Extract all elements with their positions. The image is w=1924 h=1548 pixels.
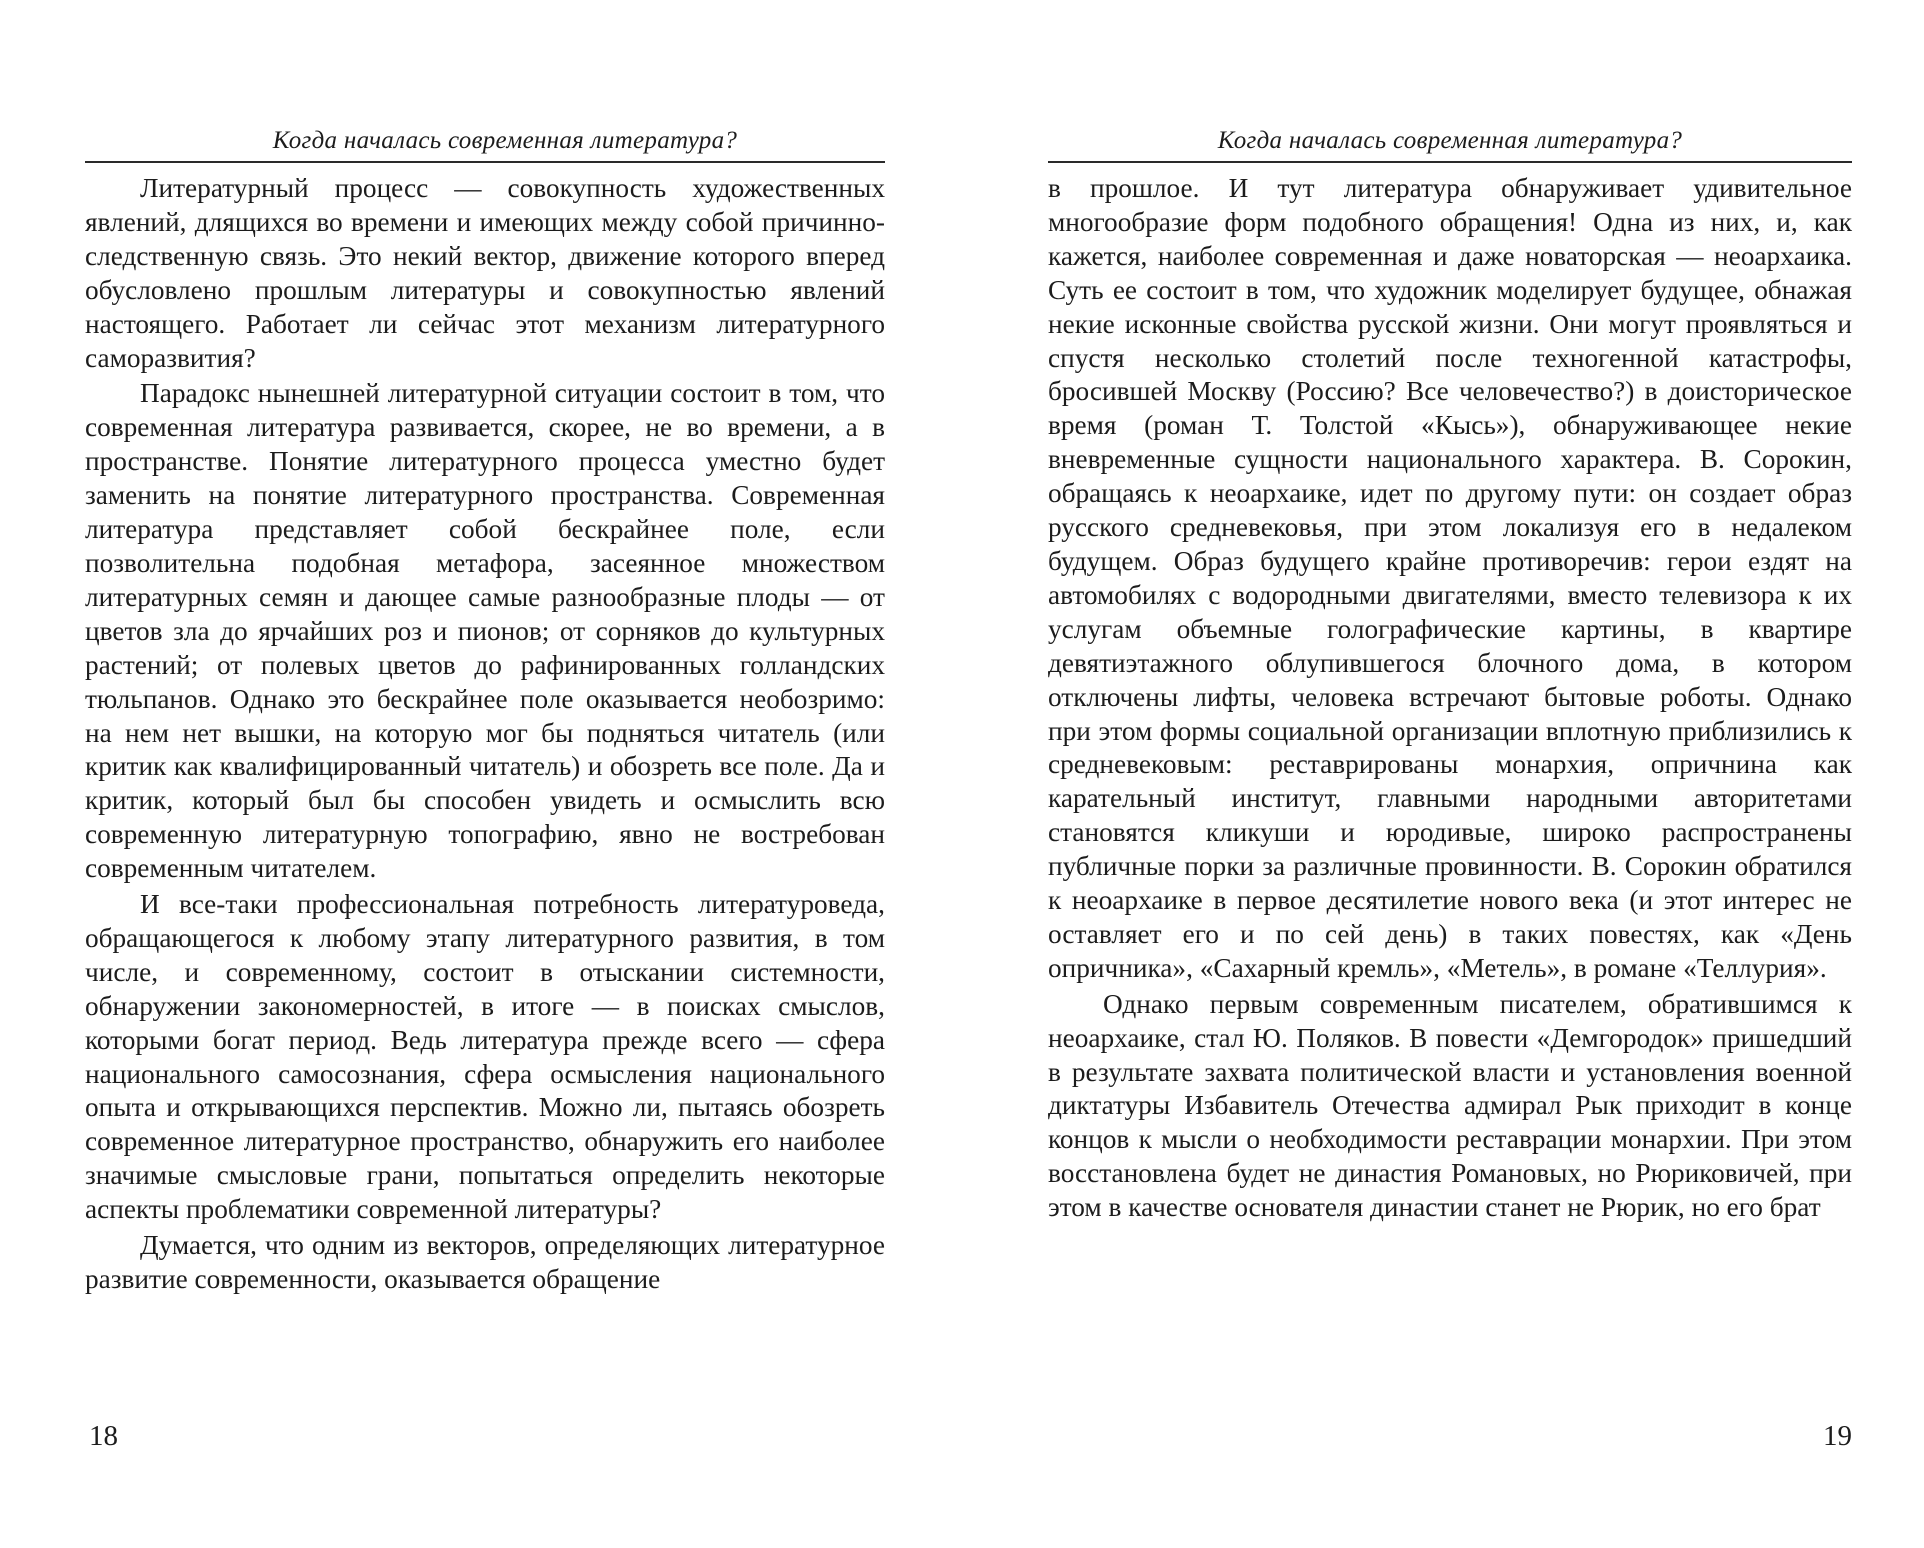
left-page — [85, 0, 885, 1548]
right-page-number: 19 — [1823, 1420, 1852, 1452]
right-body-text — [1048, 172, 1852, 1227]
right-page — [1048, 0, 1852, 1548]
left-paragraph-1: Литературный процесс — совокупность художественных явлений, длящихся во времени и имеющих между собой причинно-следственную связь. Это некий вектор, движение которого вперед обусловлено прошлым литературы и совокупностью явлений настоящего. Работает ли сейчас этот механизм литературного саморазвития? — [85, 173, 885, 373]
left-paragraph-3: И все-таки профессиональная потребность литературоведа, обращающегося к любому этапу литературного развития, в том числе, и современному, состоит в отыскании системности, обнаружении закономерностей, в итоге — в поисках смыслов, которыми богат период. Ведь литература прежде всего — сфера национального самосознания, сфера осмысления национального опыта и открывающихся перспектив. Можно ли, пытаясь обозреть современное литературное пространство, обнаружить его наиболее значимые смысловые грани, попытаться определить некоторые аспекты проблематики современной литературы? — [85, 889, 885, 1225]
left-page-number: 18 — [89, 1420, 118, 1452]
left-paragraph-2: Парадокс нынешней литературной ситуации состоит в том, что современная литература развивается, скорее, не во времени, а в пространстве. Понятие литературного процесса уместно будет заменить на понятие литературного пространства. Современная литература представляет собой бескрайнее поле, если позволительна подобная метафора, засеянное множеством литературных семян и дающее самые разнообразные плоды — от цветов зла до ярчайших роз и пионов; от сорняков до культурных растений; от полевых цветов до рафинированных голландских тюльпанов. Однако это бескрайнее поле оказывается необозримо: на нем нет вышки, на которую мог бы подняться читатель (или критик как квалифицированный читатель) и обозреть все поле. Да и критик, который был бы способен увидеть и осмыслить всю современную литературную топографию, явно не востребован современным читателем. — [85, 378, 885, 884]
left-running-head: Когда началась современная литература? — [85, 125, 885, 163]
left-body-text — [85, 172, 885, 1299]
left-paragraph-4: Думается, что одним из векторов, определяющих литературное развитие современности, оказывается обращение — [85, 1230, 885, 1294]
right-paragraph-2: Однако первым современным писателем, обратившимся к неоархаике, стал Ю. Поляков. В повести «Демгородок» пришедший в результате захвата политической власти и установления военной диктатуры Избавитель Отечества адмирал Рык приходит в конце концов к мысли о необходимости реставрации монархии. При этом восстановлена будет не династия Романовых, но Рюриковичей, при этом в качестве основателя династии станет не Рюрик, но его брат — [1048, 988, 1852, 1223]
right-paragraph-continued: в прошлое. И тут литература обнаруживает удивительное многообразие форм подобного обращения! Одна из них, и, как кажется, наиболее современная и даже новаторская — неоархаика. Суть ее состоит в том, что художник моделирует будущее, обнажая некие исконные свойства русской жизни. Они могут проявляться и спустя несколько столетий после техногенной катастрофы, бросившей Москву (Россию? Все человечество?) в доисторическое время (роман Т. Толстой «Кысь»), обнаруживающее некие вневременные сущности национального характера. В. Сорокин, обращаясь к неоархаике, идет по другому пути: он создает образ русского средневековья, при этом локализуя его в недалеком будущем. Образ будущего крайне противоречив: герои ездят на автомобилях с водородными двигателями, вместо телевизора к их услугам объемные голографические картины, в квартире девятиэтажного облупившегося блочного дома, в котором отключены лифты, человека встречают бытовые роботы. Однако при этом формы социальной организации вплотную приблизились к средневековым: реставрированы монархия, опричнина как карательный институт, главными народными авторитетами становятся кликуши и юродивые, широко распространены публичные порки за различные провинности. В. Сорокин обратился к неоархаике в первое десятилетие нового века (и этот интерес не оставляет его и по сей день) в таких повестях, как «День опричника», «Сахарный кремль», «Метель», в романе «Теллурия». — [1048, 173, 1852, 983]
right-running-head: Когда началась современная литература? — [1048, 125, 1852, 163]
